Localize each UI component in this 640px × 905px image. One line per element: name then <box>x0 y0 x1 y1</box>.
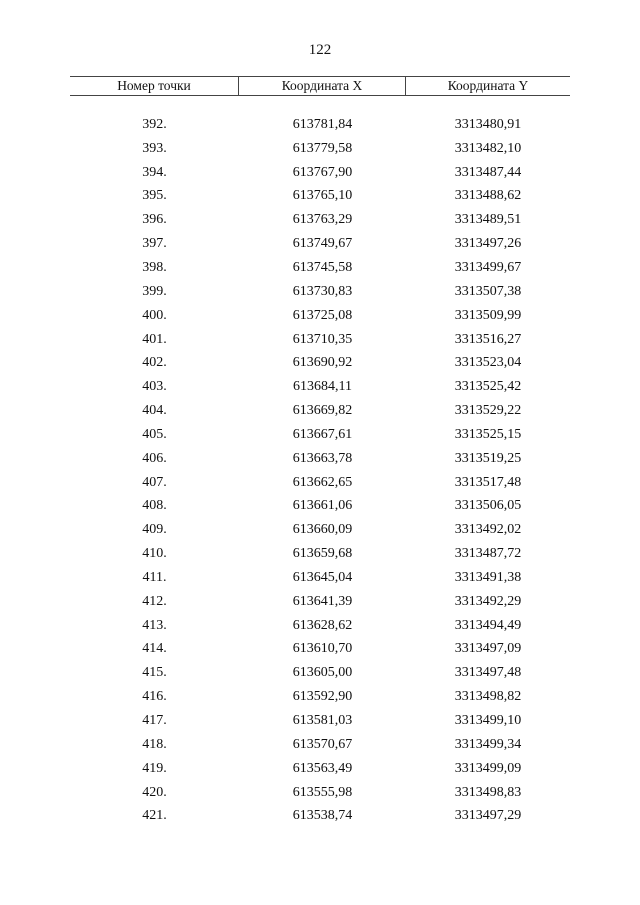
table-row <box>70 709 570 733</box>
table-body <box>70 113 570 828</box>
coordinate-y-cell: 3313480,91 <box>454 116 522 132</box>
coordinate-y-cell: 3313497,26 <box>454 236 522 252</box>
point-number-cell: 407. <box>142 474 167 490</box>
coordinate-y-cell: 3313488,62 <box>454 188 522 204</box>
coordinate-x-cell: 613767,90 <box>292 164 353 180</box>
table-row <box>70 256 570 280</box>
coordinate-x-cell: 613662,65 <box>292 474 353 490</box>
coordinate-x-cell: 613555,98 <box>292 784 353 800</box>
coordinate-x-cell: 613628,62 <box>292 617 353 633</box>
coordinate-x-cell: 613684,11 <box>293 379 352 395</box>
point-number-cell: 401. <box>142 331 167 347</box>
point-number-cell: 411. <box>142 569 167 585</box>
point-number-cell: 408. <box>142 498 167 514</box>
coordinate-x-cell: 613667,61 <box>292 426 353 442</box>
point-number-cell: 418. <box>142 736 167 752</box>
table-row <box>70 113 570 137</box>
coordinate-x-cell: 613661,06 <box>292 498 353 514</box>
coordinates-table <box>70 76 570 828</box>
point-number-cell: 415. <box>142 665 167 681</box>
coordinate-y-cell: 3313517,48 <box>454 474 522 490</box>
header-point-number: Номер точки <box>70 77 239 95</box>
coordinate-x-cell: 613592,90 <box>292 689 353 705</box>
coordinate-y-cell: 3313516,27 <box>454 331 522 347</box>
coordinate-y-cell: 3313498,83 <box>454 784 522 800</box>
table-row <box>70 542 570 566</box>
coordinate-x-cell: 613641,39 <box>292 593 353 609</box>
table-row <box>70 661 570 685</box>
table-row <box>70 733 570 757</box>
coordinate-x-cell: 613745,58 <box>292 259 353 275</box>
point-number-cell: 393. <box>142 140 167 156</box>
table-row <box>70 685 570 709</box>
coordinate-y-cell: 3313498,82 <box>454 689 522 705</box>
table-row <box>70 757 570 781</box>
point-number-cell: 412. <box>142 593 167 609</box>
coordinate-y-cell: 3313494,49 <box>454 617 522 633</box>
coordinate-x-cell: 613663,78 <box>292 450 353 466</box>
table-row <box>70 232 570 256</box>
coordinate-y-cell: 3313497,09 <box>454 641 522 657</box>
coordinate-y-cell: 3313482,10 <box>454 140 522 156</box>
point-number-cell: 404. <box>142 403 167 419</box>
table-row <box>70 518 570 542</box>
point-number-cell: 400. <box>142 307 167 323</box>
coordinate-y-cell: 3313487,72 <box>454 546 522 562</box>
coordinate-x-cell: 613570,67 <box>292 736 353 752</box>
table-row <box>70 471 570 495</box>
coordinate-x-cell: 613749,67 <box>292 236 353 252</box>
coordinate-x-cell: 613538,74 <box>292 808 353 824</box>
coordinate-y-cell: 3313487,44 <box>454 164 522 180</box>
coordinate-x-cell: 613610,70 <box>292 641 353 657</box>
header-coordinate-y: Координата Y <box>447 78 529 93</box>
coordinate-x-cell: 613690,92 <box>292 355 353 371</box>
table-row <box>70 638 570 662</box>
coordinate-y-cell: 3313507,38 <box>454 283 522 299</box>
coordinate-x-cell: 613660,09 <box>292 522 353 538</box>
table-row <box>70 590 570 614</box>
point-number-cell: 420. <box>142 784 167 800</box>
coordinate-x-cell: 613659,68 <box>292 546 353 562</box>
coordinate-y-cell: 3313523,04 <box>454 355 522 371</box>
point-number-cell: 410. <box>142 546 167 562</box>
point-number-cell: 398. <box>142 259 167 275</box>
table-row <box>70 566 570 590</box>
table-row <box>70 447 570 471</box>
table-row <box>70 185 570 209</box>
table-row <box>70 399 570 423</box>
coordinate-x-cell: 613779,58 <box>292 140 353 156</box>
coordinate-y-cell: 3313491,38 <box>454 569 522 585</box>
table-row <box>70 614 570 638</box>
coordinate-x-cell: 613765,10 <box>292 188 353 204</box>
table-row <box>70 161 570 185</box>
point-number-cell: 414. <box>142 641 167 657</box>
point-number-cell: 394. <box>142 164 167 180</box>
table-row <box>70 423 570 447</box>
point-number-cell: 413. <box>142 617 167 633</box>
coordinate-y-cell: 3313525,42 <box>454 379 522 395</box>
point-number-cell: 403. <box>142 379 167 395</box>
coordinate-y-cell: 3313519,25 <box>454 450 522 466</box>
coordinate-x-cell: 613581,03 <box>292 713 353 729</box>
table-row <box>70 280 570 304</box>
point-number-cell: 395. <box>142 188 167 204</box>
point-number-cell: 417. <box>142 713 167 729</box>
table-header <box>70 76 570 96</box>
point-number-cell: 402. <box>142 355 167 371</box>
coordinate-y-cell: 3313499,67 <box>454 259 522 275</box>
point-number-cell: 421. <box>142 808 167 824</box>
coordinate-x-cell: 613645,04 <box>292 569 353 585</box>
coordinate-x-cell: 613763,29 <box>292 212 353 228</box>
point-number-cell: 406. <box>142 450 167 466</box>
coordinate-y-cell: 3313499,10 <box>454 713 522 729</box>
coordinate-y-cell: 3313499,34 <box>454 736 522 752</box>
coordinate-y-cell: 3313525,15 <box>454 426 522 442</box>
coordinate-y-cell: 3313499,09 <box>454 760 522 776</box>
coordinate-x-cell: 613725,08 <box>292 307 353 323</box>
table-row <box>70 208 570 232</box>
header-coordinate-x: Координата X <box>239 77 406 95</box>
point-number-cell: 405. <box>142 426 167 442</box>
coordinate-y-cell: 3313492,29 <box>454 593 522 609</box>
table-row <box>70 495 570 519</box>
page-number: 122 <box>308 42 332 58</box>
coordinate-x-cell: 613781,84 <box>292 116 353 132</box>
coordinate-y-cell: 3313506,05 <box>454 498 522 514</box>
point-number-cell: 392. <box>142 116 167 132</box>
coordinate-x-cell: 613669,82 <box>292 403 353 419</box>
coordinate-x-cell: 613730,83 <box>292 283 353 299</box>
coordinate-x-cell: 613563,49 <box>292 760 353 776</box>
coordinate-y-cell: 3313509,99 <box>454 307 522 323</box>
point-number-cell: 416. <box>142 689 167 705</box>
point-number-cell: 397. <box>142 236 167 252</box>
coordinate-x-cell: 613605,00 <box>292 665 353 681</box>
coordinate-y-cell: 3313529,22 <box>454 403 522 419</box>
coordinate-y-cell: 3313489,51 <box>454 212 522 228</box>
table-row <box>70 804 570 828</box>
coordinate-y-cell: 3313497,48 <box>454 665 522 681</box>
table-row <box>70 328 570 352</box>
point-number-cell: 399. <box>142 283 167 299</box>
table-row <box>70 375 570 399</box>
coordinate-x-cell: 613710,35 <box>292 331 353 347</box>
table-row <box>70 351 570 375</box>
coordinate-y-cell: 3313497,29 <box>454 808 522 824</box>
table-row <box>70 781 570 805</box>
table-row <box>70 137 570 161</box>
point-number-cell: 419. <box>142 760 167 776</box>
table-row <box>70 304 570 328</box>
coordinate-y-cell: 3313492,02 <box>454 522 522 538</box>
point-number-cell: 396. <box>142 212 167 228</box>
point-number-cell: 409. <box>142 522 167 538</box>
